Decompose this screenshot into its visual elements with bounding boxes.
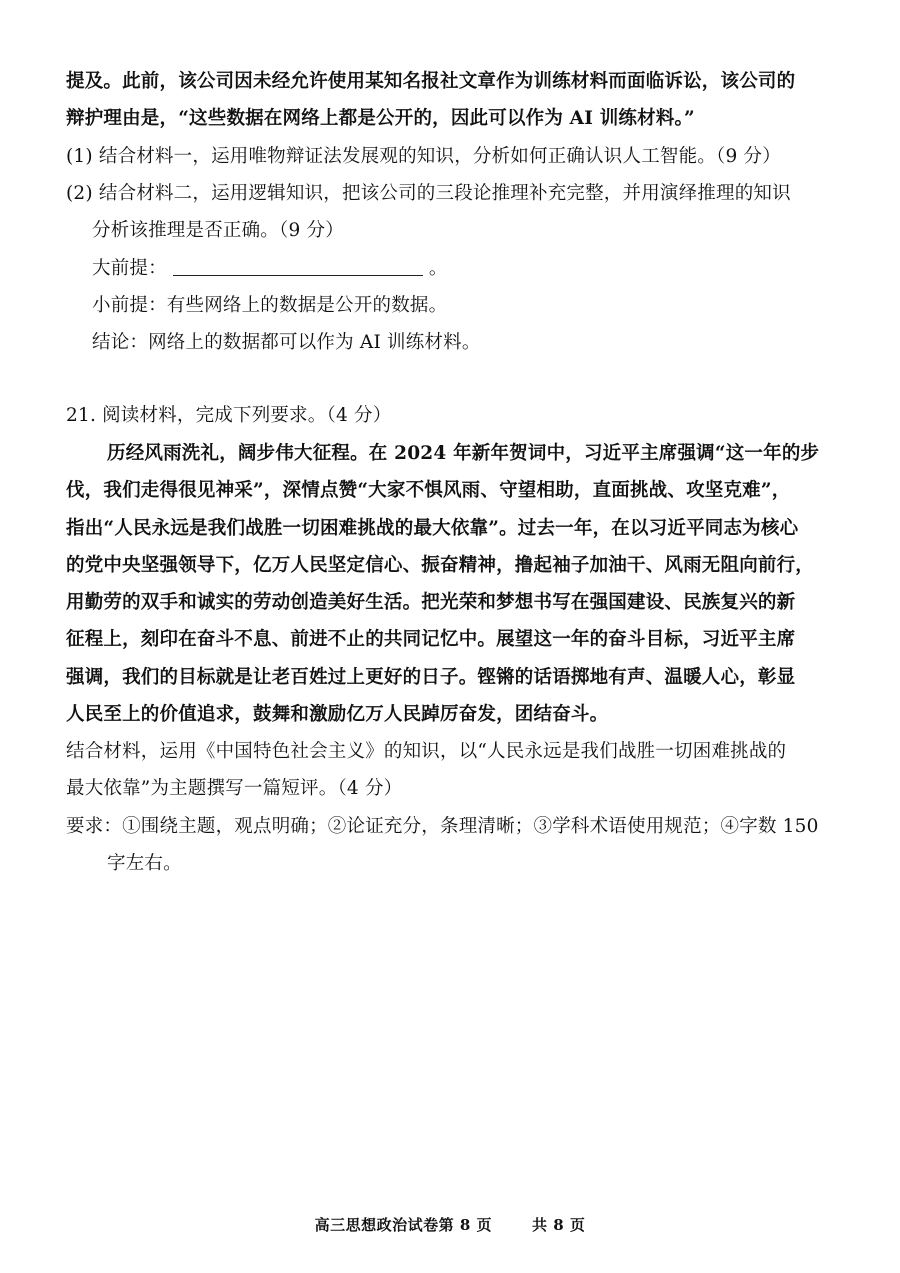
requirements-line-1: 要求：①围绕主题，观点明确；②论证充分，条理清晰；③学科术语使用规范；④字数 150: [66, 816, 819, 837]
major-premise: [92, 257, 862, 281]
material-two-line-2: 辩护理由是，“这些数据在网络上都是公开的，因此可以作为 AI 训练材料。”: [66, 108, 695, 129]
question-21-task-line-1: 结合材料，运用《中国特色社会主义》的知识，以“人民永远是我们战胜一切困难挑战的: [66, 741, 787, 762]
material-paragraph-line: 的党中央坚强领导下，亿万人民坚定信心、振奋精神，撸起袖子加油干、风雨无阻向前行，: [66, 555, 815, 576]
total-pages: 共 8 页: [532, 1216, 586, 1234]
question-21-task-line-2: 最大依靠”为主题撰写一篇短评。（4 分）: [66, 778, 403, 799]
material-paragraph-line: 强调，我们的目标就是让老百姓过上更好的日子。铿锵的话语掷地有声、温暖人心，彰显: [66, 667, 796, 688]
conclusion: 结论：网络上的数据都可以作为 AI 训练材料。: [92, 332, 481, 353]
page-number: 高三思想政治试卷第 8 页: [314, 1216, 492, 1234]
major-premise-label: 大前提：: [92, 258, 167, 279]
answer-blank[interactable]: [173, 257, 423, 276]
question-21-title: 21. 阅读材料，完成下列要求。（4 分）: [66, 405, 392, 426]
question-20-part-2-line-2: 分析该推理是否正确。（9 分）: [92, 220, 344, 241]
material-paragraph-line: 人民至上的价值追求，鼓舞和激励亿万人民踔厉奋发，团结奋斗。: [66, 704, 609, 725]
material-paragraph-line: 征程上，刻印在奋斗不息、前进不止的共同记忆中。展望这一年的奋斗目标，习近平主席: [66, 629, 796, 650]
page-footer: [0, 1214, 900, 1235]
question-20-part-1: (1) 结合材料一，运用唯物辩证法发展观的知识，分析如何正确认识人工智能。（9 分）: [66, 146, 781, 167]
material-paragraph-line: 伐，我们走得很见神采”，深情点赞“大家不惧风雨、守望相助，直面挑战、攻坚克难”，: [66, 480, 791, 501]
major-premise-end: 。: [428, 258, 448, 279]
material-paragraph-line: 用勤劳的双手和诚实的劳动创造美好生活。把光荣和梦想书写在强国建设、民族复兴的新: [66, 592, 796, 613]
requirements-line-2: 字左右。: [107, 853, 182, 874]
material-paragraph-line: 指出“人民永远是我们战胜一切困难挑战的最大依靠”。过去一年，在以习近平同志为核心: [66, 518, 799, 539]
material-paragraph-line: 历经风雨洗礼，阔步伟大征程。在 2024 年新年贺词中，习近平主席强调“这一年的步: [107, 443, 820, 464]
material-two-line-1: 提及。此前，该公司因未经允许使用某知名报社文章作为训练材料而面临诉讼，该公司的: [66, 71, 796, 92]
question-20-part-2-line-1: (2) 结合材料二，运用逻辑知识，把该公司的三段论推理补充完整，并用演绎推理的知识: [66, 183, 791, 204]
minor-premise: 小前提：有些网络上的数据是公开的数据。: [92, 295, 448, 316]
